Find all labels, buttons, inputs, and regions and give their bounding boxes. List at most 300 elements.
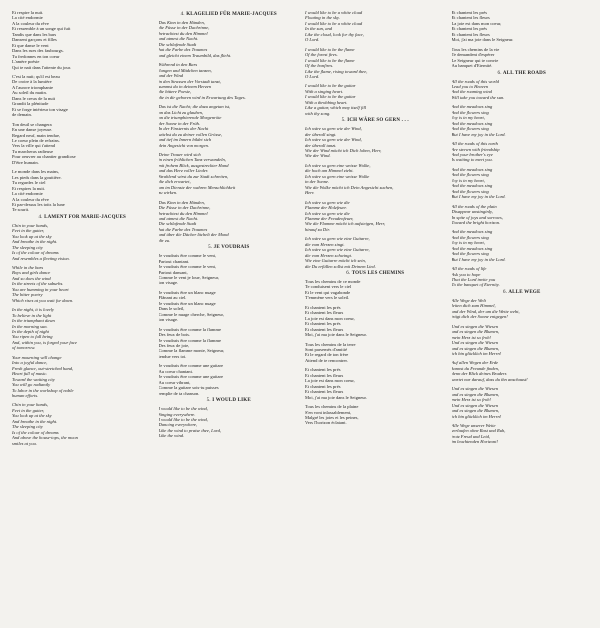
- verse-line: de demain.: [12, 112, 32, 118]
- verse-line: Et chantent les fleurs: [451, 31, 490, 37]
- verse-line: Of the bonfires.: [305, 63, 334, 69]
- verse-line: Dans les rues des faubourgs.: [12, 48, 64, 54]
- verse-line: Like a guitar, which may itself fill: [305, 105, 367, 111]
- verse-line: in den Strassen der Vorstadt tanzt,: [158, 78, 221, 84]
- verse-line: Strahlend wirst du zur Stadt schreiten,: [158, 173, 229, 179]
- verse-line: Le monde dans les mains,: [12, 169, 60, 175]
- verse-line: tendue vers toi.: [158, 353, 187, 359]
- verse-line: Flamme der Freudenfeuer,: [305, 215, 354, 221]
- verse-line: Ich wäre so gern wie der Wind,: [305, 126, 362, 132]
- verse-line: remplie de ta chanson.: [158, 390, 200, 396]
- verse-line: I would like to be the wind,: [158, 417, 208, 422]
- column-4: [452, 10, 593, 628]
- verse-line: Tous les chemins de la plaine: [305, 404, 359, 410]
- verse-line: Au banquet d'Eternité.: [451, 63, 493, 69]
- verse-line: Toward the waiting city: [12, 376, 55, 382]
- verse-line: Et chantent les prés: [305, 304, 341, 310]
- verse-line: ich bin glücklich im Herrn!: [451, 351, 502, 357]
- verse-line: Partout dansant,: [158, 269, 188, 275]
- verse-line: Disappear unstinginly,: [451, 209, 493, 215]
- verse-line: Ich wäre so gern wie die: [305, 210, 350, 216]
- verse-line: The bitter poetry: [12, 292, 43, 298]
- verse-line: Lead you to Heaven: [451, 83, 488, 89]
- section-title: ALLE WEGE: [508, 289, 541, 295]
- verse-line: While in the bars: [12, 265, 44, 271]
- verse-line: Das ist die Nacht; die dazu angetan ist,: [158, 104, 231, 110]
- verse-line: Et le regard de ton frère: [305, 352, 349, 358]
- section-number: 5.: [208, 245, 213, 251]
- verse-line: Heart full of music.: [12, 371, 48, 377]
- verse-line: I would like to be the flame: [305, 57, 355, 63]
- verse-line: Vers la ville qui t'attend: [12, 143, 55, 149]
- verse-line: With a singing heart.: [305, 88, 344, 94]
- verse-line: Die Füsse in der Dachrinne,: [158, 205, 211, 211]
- verse-line: That the Lord invite you: [451, 277, 496, 283]
- verse-line: Is of the colour of dreams: [12, 250, 59, 256]
- verse-line: die hoch am Himmel zieht.: [305, 168, 354, 174]
- verse-line: Toward the bright horizon.: [451, 219, 501, 225]
- verse-line: Et chantent les fleurs: [451, 15, 490, 21]
- verse-line: Et chantent les prés: [451, 26, 487, 32]
- verse-line: und das Herz voller Lieder.: [158, 168, 209, 174]
- verse-line: Joy is in my heart,: [451, 240, 485, 246]
- verse-line: der überall tanzt.: [305, 142, 337, 148]
- verse-line: mein Herz ist so froh!: [451, 397, 491, 403]
- verse-line: Is waiting to meet you.: [451, 157, 493, 163]
- verse-line: Herr.: [305, 190, 315, 196]
- verse-line: und es singen die Blumen,: [451, 391, 500, 397]
- verse-line: und es singen die Blumen,: [451, 345, 500, 351]
- verse-line: Ich wäre so gern wie der Wind,: [305, 137, 362, 143]
- verse-line: I would like to be the flame: [305, 46, 355, 52]
- verse-line: Moi, j'ai ma joie dans le Seigneur.: [305, 332, 367, 338]
- verse-line: Pour oeuvrer au chantier grandiose: [12, 154, 76, 160]
- verse-line: But I have my joy in the Lord.: [451, 131, 506, 137]
- section-heading: [305, 118, 446, 124]
- verse-line: Et chantent les fleurs: [305, 372, 344, 378]
- verse-line: Et respire la nuit.: [12, 10, 44, 15]
- verse-line: dir zu.: [158, 237, 171, 243]
- verse-line: And your brother's eye: [451, 151, 493, 157]
- verse-line: Ich wäre so gern wie eine Guitarre,: [305, 247, 370, 253]
- verse-line: hat die Farbe des Traumes: [158, 226, 208, 232]
- verse-line: und atmest die Nacht.: [158, 215, 199, 221]
- verse-line: Et chantent les fleurs: [305, 326, 344, 332]
- verse-line: Dansent garçons et filles: [12, 37, 57, 43]
- verse-line: Je voudrais être comme la flamme: [158, 326, 221, 332]
- verse-line: L'amère poésie: [12, 59, 40, 65]
- verse-line: die vom Herzen schwingt.: [305, 252, 352, 258]
- verse-line: Your mourning will change: [12, 354, 62, 360]
- verse-line: und atmest die Nacht.: [158, 36, 199, 42]
- verse-line: Tandis que dans les bars: [12, 31, 57, 37]
- verse-line: Attend de te rencontrer.: [305, 357, 348, 363]
- verse-line: trotz Freud und Leid,: [451, 433, 491, 439]
- verse-line: La joie est dans mon coeur,: [305, 378, 355, 384]
- verse-line: und es singen die Blumen,: [451, 408, 500, 414]
- verse-line: an die triumphierende Morgenröte: [158, 115, 222, 121]
- verse-line: Into a joyful dance,: [12, 360, 48, 366]
- verse-line: And the flowers sing: [451, 251, 489, 257]
- section-title: KLAGELIED FÜR MARIE-JACQUES: [186, 12, 277, 17]
- verse-line: All the roads of this earth: [451, 141, 498, 147]
- verse-line: kannst du Freunde finden,: [451, 365, 500, 371]
- verse-line: I would like to be the guitar: [305, 94, 356, 100]
- verse-line: Te demandent d'espérer: [451, 52, 495, 58]
- section-number: 6.: [346, 271, 351, 277]
- verse-line: Je voudrais être comme le vent,: [158, 264, 217, 270]
- verse-line: Et respires la nuit.: [12, 185, 46, 191]
- verse-line: All the roads of life: [451, 266, 487, 272]
- verse-line: Et le vent qui vagabonde: [305, 289, 351, 295]
- verse-line: zu wirken.: [158, 190, 178, 196]
- verse-line: Les pieds dans la gouttière.: [12, 174, 62, 180]
- verse-line: And the flowers sing: [451, 109, 489, 115]
- verse-line: Comme le vent je loue, Seigneur,: [158, 275, 220, 281]
- verse-line: And the meadows sing: [451, 183, 493, 189]
- section-number: 5.: [341, 118, 346, 124]
- verse-line: Is of the colour of dreams: [12, 429, 59, 435]
- verse-line: Like the flame, rising toward thee,: [305, 68, 368, 74]
- verse-line: Fresh glance, out-stretched hand,: [12, 365, 74, 371]
- section-title: TOUS LES CHEMINS: [351, 271, 405, 277]
- verse-line: Chin in your hands,: [12, 222, 49, 228]
- section-number: 5.: [206, 398, 211, 404]
- verse-line: smiles at you.: [12, 440, 37, 446]
- verse-line: Alle Wege der Welt: [451, 297, 486, 303]
- verse-line: Like the wind.: [158, 433, 185, 439]
- verse-line: betrachtest du den Himmel: [158, 210, 208, 216]
- verse-line: Le coeur plein de refrains.: [12, 137, 60, 143]
- verse-line: In der Finsternis der Nacht: [158, 126, 209, 132]
- verse-line: ton visage.: [158, 280, 179, 286]
- verse-line: All the roads of this world: [451, 78, 499, 84]
- section-title: ICH WÄRE SO GERN . . .: [347, 118, 409, 124]
- verse-line: verlaufen ohne Rast und Ruh,: [451, 428, 506, 434]
- verse-line: die in dir geboren wird in Erwartung des Tages.: [158, 94, 246, 100]
- section-heading: [452, 71, 593, 77]
- verse-line: Feet in the gutter,: [12, 228, 45, 234]
- verse-line: Je voudrais être comme le vent,: [158, 253, 217, 259]
- section-number: 4.: [180, 12, 185, 17]
- verse-line: Joy is in my heart,: [451, 115, 485, 121]
- verse-line: ton visage.: [158, 317, 179, 323]
- verse-line: an das Licht zu glauben,: [158, 109, 204, 115]
- verse-line: And the flowers sing: [451, 126, 489, 132]
- verse-line: Au coeur vibrant,: [158, 379, 191, 385]
- verse-line: En une danse joyeuse.: [12, 127, 53, 133]
- verse-line: The sleeping city: [12, 424, 43, 430]
- verse-line: um im Dienste der wahren Menschlichkeit: [158, 184, 236, 190]
- verse-line: In spite of joys and sorrows,: [451, 214, 503, 220]
- verse-line: Regard neuf, main tendue,: [12, 132, 61, 138]
- verse-line: denn der Blick deines Bruders: [451, 371, 507, 377]
- verse-line: Dans le creux de la nuit: [12, 95, 56, 101]
- verse-line: Wie eine Guitarre möcht ich sein,: [305, 258, 366, 264]
- verse-line: Qui te nait dans l'attente du jour.: [12, 64, 72, 70]
- verse-line: You look up at the sky: [12, 233, 52, 239]
- verse-line: Wie der Wind.: [305, 153, 331, 159]
- verse-line: O Lord.: [305, 37, 320, 43]
- section-heading: [159, 12, 300, 18]
- verse-line: Te sourit.: [12, 207, 30, 213]
- verse-line: O Lord.: [305, 73, 320, 79]
- verse-line: Alle Wege unserer Weite: [451, 423, 496, 428]
- verse-line: You will go radiantly: [12, 382, 51, 388]
- verse-line: The sleeping city: [12, 244, 43, 250]
- verse-line: hat die Farbe des Traumes: [158, 47, 208, 53]
- verse-line: Je voudrais être un blanc nuage: [158, 300, 216, 306]
- section-heading: [159, 398, 300, 404]
- verse-line: und über die Dächer lächelt der Mond: [158, 232, 229, 238]
- verse-line: Et se forge intérieur ton visage: [12, 106, 68, 112]
- verse-line: Et chantent les prés: [305, 383, 341, 389]
- verse-line: der Sonne in der Früh.: [158, 120, 201, 126]
- verse-line: und der Wind, der um die Wette weht,: [451, 308, 520, 314]
- verse-line: A la couleur du rêve: [12, 196, 49, 202]
- verse-line: Au coeur chantant.: [158, 368, 193, 374]
- section-number: 6.: [503, 289, 508, 295]
- verse-line: Das Kinn in den Händen,: [158, 20, 205, 25]
- verse-line: All the roads of the plain: [451, 203, 497, 209]
- verse-line: In the morning sun.: [12, 323, 48, 329]
- verse-line: Joy is in my heart,: [451, 177, 485, 183]
- section-title: LAMENT FOR MARIE-JACQUES: [44, 214, 127, 220]
- verse-line: And the flowers sing: [451, 234, 489, 240]
- verse-line: Which rises at you wait for dawn.: [12, 297, 74, 303]
- verse-line: Te conduisent vers le ciel: [305, 284, 352, 290]
- verse-line: Dancing everywhere,: [158, 422, 198, 428]
- verse-line: Je voudrais être un blanc nuage: [158, 289, 216, 295]
- verse-line: And breathe in the night.: [12, 418, 58, 424]
- verse-line: And the meadows sing: [451, 120, 493, 126]
- verse-line: Malgré les joies et les peines,: [305, 415, 359, 420]
- verse-line: De croire à la lumière: [12, 79, 52, 85]
- verse-line: La cité endormie: [12, 15, 43, 21]
- verse-line: And the roaming wind: [451, 89, 492, 95]
- verse-line: Und es singen die Wiesen: [451, 402, 498, 408]
- verse-line: Des feux de joie,: [158, 343, 190, 349]
- verse-line: leiten dich zum Himmel,: [451, 303, 496, 309]
- verse-line: Je voudrais être comme la flamme: [158, 337, 221, 343]
- section-heading: [12, 215, 153, 221]
- verse-line: summst du in deinem Herzen: [158, 83, 212, 89]
- verse-line: Boys and girls dance: [12, 270, 51, 276]
- verse-line: die Füsse in der Dachrinne,: [158, 25, 210, 31]
- verse-line: Tu fredonnes en ton coeur: [12, 53, 60, 59]
- verse-line: I would like to be the guitar: [305, 83, 356, 89]
- verse-line: Of the forest fires.: [305, 52, 338, 58]
- verse-line: Und es singen die Wiesen: [451, 386, 498, 392]
- verse-line: Partout chantant.: [158, 258, 190, 264]
- verse-line: Will take you toward the sun.: [451, 94, 505, 100]
- section-heading: [305, 271, 446, 277]
- verse-line: Comme le nuage cherche, Seigneur,: [158, 311, 224, 317]
- verse-line: And the meadows sing: [451, 229, 493, 235]
- verse-line: To believe in the light: [12, 312, 52, 318]
- verse-line: Sont parsemés d'amitié: [305, 347, 347, 353]
- verse-line: And the meadows sing: [451, 166, 493, 172]
- verse-line: To the banquet of Eternity.: [451, 282, 500, 288]
- verse-line: Et par-dessus les toits la lune: [12, 201, 65, 207]
- verse-line: I would like to be the wind,: [158, 406, 208, 412]
- verse-line: der überall singt.: [305, 131, 337, 137]
- section-title: ALL THE ROADS: [502, 70, 546, 76]
- verse-line: S'en vont inlassablement,: [305, 409, 352, 415]
- verse-line: die Du erfüllen sollst mit Deinem Lied.: [305, 263, 376, 269]
- verse-line: Le Seigneur qui te convie: [451, 57, 499, 63]
- verse-line: You ripen to full being: [12, 334, 53, 340]
- verse-line: I would like to be a white cloud: [305, 10, 363, 15]
- verse-line: wächst du zu deiner vollen Grösse,: [158, 131, 223, 137]
- verse-line: Et ressemble à un songe qui fuit: [12, 26, 71, 32]
- verse-line: dein Angesicht von morgen.: [158, 142, 210, 148]
- verse-line: Au soleil du matin.: [12, 90, 47, 96]
- section-heading: [452, 290, 593, 296]
- verse-line: And the meadows sing: [451, 104, 493, 110]
- verse-line: Comme la guitare sois-tu puisses: [158, 385, 219, 391]
- verse-line: Jungen und Mädchen tanzen,: [158, 67, 212, 73]
- verse-line: And so does the wind: [12, 275, 51, 281]
- verse-line: Tous les chemins de la terre: [305, 341, 356, 347]
- verse-line: mein Herz ist so froh!: [451, 334, 491, 340]
- verse-line: und tief im Innern bildet sich: [158, 137, 212, 143]
- verse-line: Moi, j'ai ma joie dans le Seigneur.: [305, 394, 367, 400]
- verse-line: Auf allen Wegen der Erde: [451, 360, 499, 366]
- verse-line: C'est la nuit; qu'il est beau: [12, 73, 60, 79]
- verse-line: I would like to be a white cloud: [305, 20, 363, 26]
- verse-line: trägt dich der Sonne entgegen!: [451, 314, 508, 320]
- verse-line: Tous les chemins de la vie: [451, 46, 500, 52]
- section-number: 4.: [38, 214, 43, 220]
- verse-line: And the flowers sing: [451, 172, 489, 178]
- section-title: JE VOUDRAIS: [213, 245, 250, 251]
- verse-line: Vers l'horizon éclatant.: [305, 420, 347, 426]
- verse-line: La joie est dans mon coeur,: [451, 20, 502, 26]
- verse-line: Floating in the sky.: [305, 15, 340, 21]
- verse-line: You look up at the sky: [12, 413, 52, 419]
- verse-line: A la couleur du rêve: [12, 20, 49, 26]
- verse-line: La cité endormie: [12, 191, 43, 197]
- verse-line: Feet in the gutter,: [12, 407, 45, 413]
- verse-line: die vom Herzen singt.: [305, 241, 345, 247]
- section-number: 6.: [497, 70, 502, 76]
- verse-line: Tous les chemins de ce monde: [305, 279, 361, 285]
- column-3: [305, 10, 446, 628]
- verse-line: die bittere Poesie,: [158, 89, 192, 95]
- verse-line: Wie der Wind möcht ich Dich loben, Herr,: [305, 147, 382, 153]
- verse-line: Like the cloud, look for thy face,: [305, 31, 364, 37]
- section-title: I WOULD LIKE: [212, 398, 251, 404]
- verse-line: Ich wäre so gern eine weisse Wolke,: [305, 162, 371, 168]
- verse-line: In the depth of night: [12, 329, 49, 335]
- verse-line: Et chantent les prés: [305, 321, 341, 327]
- verse-line: Are strewn with friendship: [451, 146, 500, 152]
- verse-line: Des feux de bois.: [158, 332, 191, 338]
- verse-line: Et chantent les prés: [305, 367, 341, 373]
- verse-line: But I have my joy in the Lord.: [451, 194, 506, 200]
- verse-line: Je voudrais être comme une guitare: [158, 374, 224, 380]
- verse-line: And the meadows sing: [451, 245, 493, 251]
- verse-line: Wie die Flamme möcht ich aufsteigen, Herr,: [305, 221, 386, 227]
- verse-line: human efforts.: [12, 393, 39, 398]
- verse-line: Deine Trauer wird sich: [158, 151, 201, 157]
- verse-line: Ton deuil se changera: [12, 121, 52, 127]
- verse-line: Comme la flamme monte, Seigneur,: [158, 348, 225, 354]
- verse-line: D'être humain.: [12, 159, 39, 165]
- column-1: [12, 10, 153, 628]
- verse-line: Je voudrais être comme une guitare: [158, 363, 224, 369]
- verse-line: To labor in the workshop of noble: [12, 387, 74, 393]
- verse-line: Like the wind to praise thee, Lord,: [158, 427, 221, 433]
- verse-line: Grandit la plénitude: [12, 101, 49, 107]
- verse-line: Flânant au ciel.: [158, 295, 187, 301]
- verse-line: In the sun, and: [305, 26, 333, 32]
- verse-line: die dich erwartet,: [158, 179, 191, 185]
- verse-line: Dans le soleil,: [158, 306, 185, 312]
- verse-line: betrachtest du den Himmel: [158, 30, 208, 36]
- verse-line: und gleicht einem Traumbild, das flieht.: [158, 52, 232, 58]
- verse-line: Et chantent les fleurs: [305, 310, 344, 316]
- verse-line: In the streets of the suburbs.: [12, 281, 64, 287]
- verse-line: But I have my joy in the Lord.: [451, 256, 506, 262]
- verse-line: You are humming in your heart: [12, 286, 69, 292]
- verse-line: T'emmène vers le soleil.: [305, 295, 350, 301]
- verse-line: Ich wäre so gern wie eine Guitarre,: [305, 236, 370, 242]
- verse-line: Tu marcheras radieuse: [12, 148, 53, 154]
- verse-line: in der Sonne.: [305, 179, 330, 185]
- verse-line: La joie est dans mon coeur,: [305, 315, 355, 321]
- verse-line: Chin in your hands,: [12, 402, 49, 408]
- verse-line: In the triumphant dawn: [12, 318, 55, 324]
- verse-line: Ich wäre so gern wie die: [305, 199, 350, 205]
- verse-line: Und es singen die Wiesen: [451, 323, 498, 329]
- verse-line: Tu regardes le ciel: [12, 180, 46, 186]
- verse-line: und der Wind: [158, 73, 184, 79]
- verse-line: Wie die Wolke möcht ich Dein Angesicht suchen,: [305, 184, 394, 190]
- verse-line: And, within you, is forged your face: [12, 339, 77, 345]
- verse-line: Das Kinn in den Händen,: [158, 199, 205, 205]
- verse-line: ich bin glücklich im Herrn!: [451, 413, 502, 419]
- verse-line: Et que danse le vent: [12, 42, 49, 48]
- column-2: [159, 10, 300, 628]
- verse-line: wartet nur darauf, dass du ihn anschaust!: [451, 376, 528, 382]
- verse-line: hinauf zu Dir.: [305, 226, 330, 232]
- verse-line: Die schlafende Stadt: [158, 221, 197, 227]
- verse-line: Singing everywhere.: [158, 411, 196, 417]
- section-heading: [159, 245, 300, 251]
- verse-line: With a throbbing heart.: [305, 99, 348, 105]
- verse-line: And breathe in the night.: [12, 239, 58, 245]
- verse-line: with thy song.: [305, 110, 331, 116]
- verse-line: And the flowers sing: [451, 188, 489, 194]
- verse-line: Et chantent les prés: [451, 10, 487, 15]
- verse-line: im leuchtenden Horizont!: [451, 439, 498, 445]
- verse-line: Ich wäre so gern eine weisse Wolke: [305, 173, 370, 179]
- verse-line: And resembles a fleeting vision.: [12, 255, 70, 261]
- verse-line: And above the house-tops, the moon: [12, 435, 78, 441]
- verse-line: Und es singen die Wiesen: [451, 340, 498, 346]
- verse-line: Moi, j'ai ma joie dans le Seigneur.: [451, 37, 514, 43]
- verse-line: in einen fröhlichen Tanz verwandeln,: [158, 157, 226, 163]
- verse-line: Während in den Bars: [158, 62, 198, 68]
- verse-line: Ask you to hope: [451, 271, 481, 277]
- verse-line: mit frohem Blick, ausgestreckter Hand: [158, 162, 229, 168]
- verse-line: Et chantent les fleurs: [305, 389, 344, 395]
- verse-line: A l'aurore triomphante: [12, 84, 53, 90]
- verse-line: Flamme der Holzfeuer.: [305, 205, 347, 211]
- verse-line: und es singen die Blumen,: [451, 329, 500, 335]
